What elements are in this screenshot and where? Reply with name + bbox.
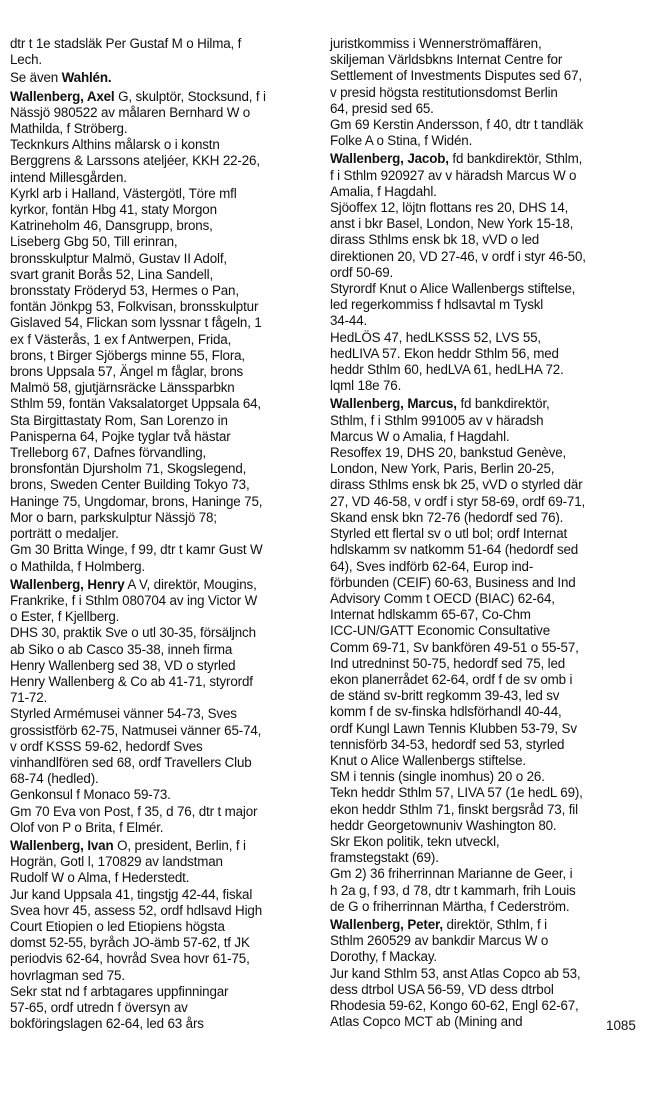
entry-text: fontän Jönkpg 53, Folkvisan, bronsskulptur xyxy=(10,299,259,315)
entry-text: Sta Birgittastaty Rom, San Lorenzo in xyxy=(10,412,228,428)
entry-text: bronsskulptur Malmö, Gustav II Adolf, xyxy=(10,250,227,266)
entry-line xyxy=(330,542,630,558)
entry-text: porträtt o medaljer. xyxy=(10,526,119,542)
entry-line xyxy=(330,297,630,313)
entry-text: bokföringslagen 62-64, led 63 års xyxy=(10,1016,204,1032)
entry-text: G, skulptör, Stocksund, f i xyxy=(114,88,266,104)
entry-text: ordf 50-69. xyxy=(330,264,394,280)
entry-line xyxy=(10,804,310,820)
entry-line xyxy=(330,982,630,998)
entry-line xyxy=(330,477,630,493)
entry-text: hovrlagman sed 75. xyxy=(10,967,125,983)
entry-line xyxy=(10,854,310,870)
entry-line xyxy=(10,935,310,951)
entry-text: O, president, Berlin, f i xyxy=(113,837,246,853)
entry-line xyxy=(330,899,630,915)
entry-line xyxy=(10,1016,310,1032)
entry-name: Wallenberg, Jacob, xyxy=(330,151,449,167)
entry-text: Sjöoffex 12, löjtn flottans res 20, DHS 14, xyxy=(330,200,569,216)
entry-line xyxy=(10,577,310,593)
entry-text: Skr Ekon politik, tekn utveckl, xyxy=(330,833,500,849)
entry-line xyxy=(330,378,630,394)
entry-text: dtr t 1e stadsläk Per Gustaf M o Hilma, f xyxy=(10,36,242,51)
entry-line xyxy=(330,850,630,866)
entry-text: Rudolf W o Alma, f Hederstedt. xyxy=(10,870,190,886)
entry-line xyxy=(10,625,310,641)
entry xyxy=(330,151,630,394)
entry-line xyxy=(10,593,310,609)
entry-line xyxy=(330,688,630,704)
entry-line xyxy=(330,883,630,899)
entry-text: Gm 69 Kerstin Andersson, f 40, dtr t tandläk xyxy=(330,117,584,133)
entry-line xyxy=(10,202,310,218)
entry-text: Marcus W o Amalia, f Hagdahl. xyxy=(330,428,510,444)
entry-line xyxy=(330,68,630,84)
entry-line xyxy=(330,413,630,429)
entry-text: periodvis 62-64, hovråd Svea hovr 61-75, xyxy=(10,951,250,967)
entry-line xyxy=(10,477,310,493)
entry-line xyxy=(330,834,630,850)
entry-text: Genkonsul f Monaco 59-73. xyxy=(10,787,171,803)
entry-line xyxy=(10,526,310,542)
entry-line xyxy=(10,787,310,803)
entry-name: Wallenberg, Marcus, xyxy=(330,396,457,412)
cross-reference-name: Wahlén. xyxy=(61,70,112,86)
entry-text: Amalia, f Hagdahl. xyxy=(330,183,437,199)
entry-text: A V, direktör, Mougins, xyxy=(124,576,257,592)
entry-text: Hogrän, Gotl l, 170829 av landstman xyxy=(10,854,223,870)
entry-line xyxy=(10,380,310,396)
entry-name: Wallenberg, Ivan xyxy=(10,837,114,853)
entry-line xyxy=(330,753,630,769)
entry-line xyxy=(330,265,630,281)
entry-name: Wallenberg, Henry xyxy=(10,576,125,592)
entry-line xyxy=(330,52,630,68)
entry-text: Sthlm 260529 av bankdir Marcus W o xyxy=(330,933,549,949)
entry-text: ekon planerrådet 62-64, ordf f de sv omb i xyxy=(330,671,573,687)
entry-line xyxy=(330,510,630,526)
entry-line xyxy=(330,721,630,737)
left-column xyxy=(10,36,310,1034)
entry-text: Advisory Comm t OECD (BIAC) 62-64, xyxy=(330,590,555,606)
entry-text: 27, VD 46-58, v ordf i styr 58-69, ordf 69-71, xyxy=(330,493,586,509)
entry-line xyxy=(10,429,310,445)
entry-line xyxy=(330,216,630,232)
entry xyxy=(330,396,630,915)
entry-line xyxy=(330,933,630,949)
entry-text: grossistförb 62-75, Natmusei vänner 65-74, xyxy=(10,722,262,738)
entry-text: Svea hovr 45, assess 52, ordf hdlsavd High xyxy=(10,902,262,918)
entry-line xyxy=(10,153,310,169)
entry-line xyxy=(10,445,310,461)
entry-line xyxy=(330,362,630,378)
entry-text: dess dtrbol USA 56-59, VD dess dtrbol xyxy=(330,981,554,997)
entry-line xyxy=(10,870,310,886)
entry-line xyxy=(330,737,630,753)
entry-text: juristkommiss i Wennerströmaffären, xyxy=(330,36,542,51)
entry-line xyxy=(330,591,630,607)
entry-line xyxy=(10,968,310,984)
entry-text: Haninge 75, Ungdomar, brons, Haninge 75, xyxy=(10,493,263,509)
entry-text: fd bankdirektör, Sthlm, xyxy=(448,151,583,167)
entry-line xyxy=(330,656,630,672)
entry-line xyxy=(10,105,310,121)
entry-line xyxy=(10,218,310,234)
entry-line xyxy=(10,267,310,283)
entry-line xyxy=(10,315,310,331)
entry-line xyxy=(10,674,310,690)
entry-line xyxy=(330,769,630,785)
entry xyxy=(330,917,630,1030)
entry-text: Sekr stat nd f arbtagares uppfinningar xyxy=(10,983,229,999)
entry-text: framstegstakt (69). xyxy=(330,850,439,866)
entry-text: Internat hdlskamm 65-67, Co-Chm xyxy=(330,607,531,623)
entry-text: bronsfontän Djursholm 71, Skogslegend, xyxy=(10,461,247,477)
entry-text: brons Uppsala 57, Ängel m fåglar, brons xyxy=(10,364,244,380)
entry-line xyxy=(330,151,630,167)
entry-text: ICC-UN/GATT Economic Consultative xyxy=(330,623,551,639)
entry-text: Gm 70 Eva von Post, f 35, d 76, dtr t major xyxy=(10,803,258,819)
entry-text: Atlas Copco MCT ab (Mining and xyxy=(330,1014,523,1030)
entry-text: direktör, Sthlm, f i xyxy=(442,916,547,932)
entry-line xyxy=(330,575,630,591)
entry-line xyxy=(10,609,310,625)
entry-text: brons, Sweden Center Building Tokyo 73, xyxy=(10,477,250,493)
entry-text: Panisperna 64, Pojke tyglar två hästar xyxy=(10,428,231,444)
entry-text: dirass Sthlms ensk bk 18, vVD o led xyxy=(330,232,540,248)
entry-text: 57-65, ordf utredn f översyn av xyxy=(10,999,188,1015)
entry-text: hedLIVA 57. Ekon heddr Sthlm 56, med xyxy=(330,345,559,361)
entry-line xyxy=(330,429,630,445)
entry-line xyxy=(330,117,630,133)
entry-text: Knut o Alice Wallenbergs stiftelse. xyxy=(330,752,526,768)
entry-line xyxy=(10,951,310,967)
entry-line xyxy=(330,559,630,575)
entry-text: HedLÖS 47, hedLKSSS 52, LVS 55, xyxy=(330,329,541,345)
entry-text: Henry Wallenberg & Co ab 41-71, styrordf xyxy=(10,673,253,689)
entry-text: Jur kand Sthlm 53, anst Atlas Copco ab 53, xyxy=(330,965,581,981)
entry-text: Settlement of Investments Disputes sed 67, xyxy=(330,68,582,84)
entry-text: SM i tennis (single inomhus) 20 o 26. xyxy=(330,769,545,785)
entry-line xyxy=(330,461,630,477)
entry-text: Sthlm 59, fontän Vaksalatorget Uppsala 64, xyxy=(10,396,262,412)
entry-line xyxy=(10,121,310,137)
entry-text: Berggrens & Larssons ateljéer, KKH 22-26, xyxy=(10,153,260,169)
entry-line xyxy=(10,186,310,202)
entry-line xyxy=(330,672,630,688)
entry-line xyxy=(10,348,310,364)
entry-line xyxy=(330,949,630,965)
entry-text: Resoffex 19, DHS 20, bankstud Genève, xyxy=(330,445,567,461)
entry-text: Tekn heddr Sthlm 57, LIVA 57 (1e hedL 69), xyxy=(330,785,583,801)
entry-line xyxy=(10,723,310,739)
entry-line xyxy=(10,170,310,186)
entry-line xyxy=(330,396,630,412)
entry-line xyxy=(330,802,630,818)
entry xyxy=(10,577,310,836)
entry-line xyxy=(330,998,630,1014)
entry-line xyxy=(10,251,310,267)
entry-line xyxy=(330,168,630,184)
entry-text: de G o friherrinnan Märtha, f Cederström. xyxy=(330,898,570,914)
entry-text: Nässjö 980522 av målaren Bernhard W o xyxy=(10,104,251,120)
entry-text: Katrineholm 46, Dansgrupp, brons, xyxy=(10,218,213,234)
entry-text: led regerkommiss f hdlsavtal m Tyskl xyxy=(330,297,544,313)
entry-text: 68-74 (hedled). xyxy=(10,771,99,787)
entry-line xyxy=(330,313,630,329)
entry-text: Rhodesia 59-62, Kongo 60-62, Engl 62-67, xyxy=(330,997,579,1013)
entry-text: ex f Västerås, 1 ex f Antwerpen, Frida, xyxy=(10,331,232,347)
entry-line xyxy=(330,785,630,801)
entry-line xyxy=(330,704,630,720)
entry-line xyxy=(10,461,310,477)
entry-line xyxy=(10,364,310,380)
entry-text: Gm 2) 36 friherrinnan Marianne de Geer, i xyxy=(330,866,573,882)
entry xyxy=(10,70,310,86)
entry-line xyxy=(10,510,310,526)
entry-line xyxy=(10,494,310,510)
entry-text: Kyrkl arb i Halland, Västergötl, Töre mfl xyxy=(10,185,237,201)
entry-line xyxy=(330,917,630,933)
entry-text: v presid högsta restitutionsdomst Berlin xyxy=(330,84,558,100)
entry-text: Lech. xyxy=(10,52,43,68)
entry-line xyxy=(330,232,630,248)
entry-text: hdlskamm sv natkomm 51-64 (hedordf sed xyxy=(330,542,579,558)
entry-line xyxy=(10,706,310,722)
entry-line xyxy=(10,887,310,903)
entry-line xyxy=(10,755,310,771)
entry-line xyxy=(10,542,310,558)
entry-line xyxy=(10,137,310,153)
entry-line xyxy=(10,642,310,658)
entry-line xyxy=(330,330,630,346)
entry-text: Trelleborg 67, Dafnes förvandling, xyxy=(10,445,207,461)
entry-line xyxy=(10,559,310,575)
entry-text: heddr Sthlm 60, hedLVA 61, hedLHA 72. xyxy=(330,362,564,378)
entry-text: Styrordf Knut o Alice Wallenbergs stiftelse, xyxy=(330,281,576,297)
entry-line xyxy=(330,101,630,117)
entry-line xyxy=(10,984,310,1000)
entry-line xyxy=(330,133,630,149)
entry-text: Mathilda, f Ströberg. xyxy=(10,121,128,137)
entry-line xyxy=(330,281,630,297)
entry-line xyxy=(10,658,310,674)
entry-text: 34-44. xyxy=(330,313,368,329)
entry-line xyxy=(330,526,630,542)
entry-text: Dorothy, f Mackay. xyxy=(330,949,437,965)
entry-text: o Ester, f Kjellberg. xyxy=(10,609,120,625)
entry-line xyxy=(10,70,310,86)
entry-text: Folke A o Stina, f Widén. xyxy=(330,133,473,149)
entry-text: Styrled ett flertal sv o utl bol; ordf Internat xyxy=(330,526,568,542)
entry-text: Jur kand Uppsala 41, tingstjg 42-44, fiskal xyxy=(10,886,253,902)
entry-text: Tecknkurs Althins målarsk o i konstn xyxy=(10,137,220,153)
entry-text: ab Siko o ab Casco 35-38, inneh firma xyxy=(10,641,233,657)
entry-line xyxy=(10,919,310,935)
entry-line xyxy=(10,739,310,755)
entry-text: DHS 30, praktik Sve o utl 30-35, försäljnch xyxy=(10,625,256,641)
entry-name: Wallenberg, Peter, xyxy=(330,916,443,932)
entry-line xyxy=(10,283,310,299)
entry-text: lqml 18e 76. xyxy=(330,378,402,394)
entry-text: Styrled Armémusei vänner 54-73, Sves xyxy=(10,706,237,722)
entry-text: bronsstaty Fröderyd 53, Hermes o Pan, xyxy=(10,283,239,299)
page-number: 1085 xyxy=(606,1018,636,1033)
entry-text: Henry Wallenberg sed 38, VD o styrled xyxy=(10,657,236,673)
entry xyxy=(10,838,310,1032)
entry-line xyxy=(10,52,310,68)
entry-text: ekon heddr Sthlm 71, finskt bergsråd 73, fil xyxy=(330,801,578,817)
entry-text: 64), Sves indförb 62-64, Europ ind- xyxy=(330,558,534,574)
entry-line xyxy=(330,1014,630,1030)
entry-line xyxy=(10,690,310,706)
entry-text: Frankrike, f i Sthlm 080704 av ing Victor W xyxy=(10,592,258,608)
entry-text: Se även Wahlén. xyxy=(10,70,112,86)
entry-text: vinhandlfören sed 68, ordf Travellers Club xyxy=(10,754,252,770)
entry-text: o Mathilda, f Holmberg. xyxy=(10,558,145,574)
entry-text: komm f de sv-finska hdlsförhandl 40-44, xyxy=(330,704,562,720)
entry-text: 71-72. xyxy=(10,690,48,706)
entry-text: London, New York, Paris, Berlin 20-25, xyxy=(330,461,555,477)
entry-line xyxy=(10,771,310,787)
entry-text: de ständ sv-britt regkomm 39-43, led sv xyxy=(330,688,560,704)
entry-text: direktionen 20, VD 27-46, v ordf i styr 46-50, xyxy=(330,248,586,264)
entry-text: Comm 69-71, Sv bankfören 49-51 o 55-57, xyxy=(330,639,579,655)
entry-line xyxy=(330,36,630,52)
entry-text: anst i bkr Basel, London, New York 15-18, xyxy=(330,216,574,232)
entry xyxy=(330,36,630,149)
entry-text: v ordf KSSS 59-62, hedordf Sves xyxy=(10,738,203,754)
entry-text: förbunden (CEIF) 60-63, Business and Ind xyxy=(330,574,576,590)
entry-text: domst 52-55, byråch JO-ämb 57-62, tf JK xyxy=(10,935,250,951)
entry-line xyxy=(10,413,310,429)
entry xyxy=(10,89,310,575)
entry-line xyxy=(10,838,310,854)
entry xyxy=(10,36,310,68)
right-column xyxy=(330,36,630,1032)
entry-text: fd bankdirektör, xyxy=(456,396,550,412)
entry-text: 64, presid sed 65. xyxy=(330,100,434,116)
entry-line xyxy=(10,820,310,836)
entry-line xyxy=(330,818,630,834)
entry-line xyxy=(330,640,630,656)
entry-line xyxy=(330,445,630,461)
entry-text: Mor o barn, parkskulptur Nässjö 78; xyxy=(10,509,217,525)
entry-text: skiljeman Världsbkns Internat Centre for xyxy=(330,52,563,68)
entry-line xyxy=(10,89,310,105)
entry-text: Court Etiopien o led Etiopiens högsta xyxy=(10,918,225,934)
entry-line xyxy=(330,623,630,639)
entry-text: Gislaved 54, Flickan som lyssnar t fågeln, 1 xyxy=(10,315,262,331)
entry-text: Olof von P o Brita, f Elmér. xyxy=(10,819,164,835)
entry-line xyxy=(10,234,310,250)
entry-text: dirass Sthlms ensk bk 25, vVD o styrled där xyxy=(330,477,583,493)
entry-line xyxy=(330,346,630,362)
entry-line xyxy=(330,85,630,101)
entry-text: kyrkor, fontän Hbg 41, staty Morgon xyxy=(10,202,217,218)
entry-text: Skand ensk bkn 72-76 (hedordf sed 76). xyxy=(330,509,564,525)
entry-line xyxy=(330,184,630,200)
entry-text: Liseberg Gbg 50, Till erinran, xyxy=(10,234,178,250)
entry-line xyxy=(330,249,630,265)
entry-line xyxy=(10,396,310,412)
entry-line xyxy=(10,36,310,52)
entry-text: h 2a g, f 93, d 78, dtr t kammarh, frih Louis xyxy=(330,882,576,898)
entry-line xyxy=(10,1000,310,1016)
entry-name: Wallenberg, Axel xyxy=(10,88,115,104)
entry-line xyxy=(10,299,310,315)
entry-text: Malmö 58, gjutjärnsräcke Länssparbkn xyxy=(10,380,235,396)
entry-text: f i Sthlm 920927 av v häradsh Marcus W o xyxy=(330,167,577,183)
entry-line xyxy=(330,966,630,982)
entry-text: Ind utredninst 50-75, hedordf sed 75, led xyxy=(330,655,566,671)
entry-text: heddr Georgetownuniv Washington 80. xyxy=(330,817,557,833)
entry-text: Sthlm, f i Sthlm 991005 av v häradsh xyxy=(330,412,544,428)
entry-line xyxy=(330,866,630,882)
entry-line xyxy=(330,494,630,510)
entry-line xyxy=(10,903,310,919)
entry-text: tennisförb 34-53, hedordf sed 53, styrled xyxy=(330,736,565,752)
entry-text: brons, t Birger Sjöbergs minne 55, Flora, xyxy=(10,347,245,363)
entry-line xyxy=(10,332,310,348)
entry-text: svart granit Borås 52, Lina Sandell, xyxy=(10,266,214,282)
entry-text: Gm 30 Britta Winge, f 99, dtr t kamr Gust W xyxy=(10,542,263,558)
entry-text: intend Millesgården. xyxy=(10,169,127,185)
entry-text: ordf Kungl Lawn Tennis Klubben 53-79, Sv xyxy=(330,720,577,736)
entry-line xyxy=(330,607,630,623)
entry-line xyxy=(330,200,630,216)
